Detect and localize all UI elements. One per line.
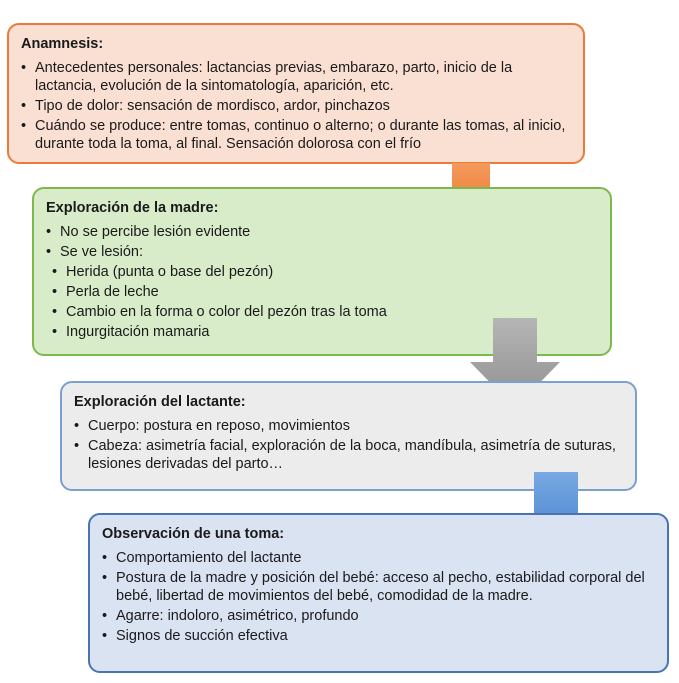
list-item: • No se percibe lesión evidente xyxy=(46,223,598,241)
list-item: • Se ve lesión: xyxy=(46,243,598,261)
list-item: • Perla de leche xyxy=(52,283,598,301)
anamnesis-box xyxy=(7,23,585,164)
exploracion-lactante-title: Exploración del lactante: xyxy=(74,394,246,410)
list-item: • Cuerpo: postura en reposo, movimientos xyxy=(74,417,623,435)
anamnesis-title: Anamnesis: xyxy=(21,36,104,52)
exploracion-madre-title: Exploración de la madre: xyxy=(46,200,219,216)
list-item: • Agarre: indoloro, asimétrico, profundo xyxy=(102,607,655,625)
list-item: • Cabeza: asimetría facial, exploración de la boca, mandíbula, asimetría de suturas, lesiones derivadas del parto… xyxy=(74,437,623,473)
list-item: • Herida (punta o base del pezón) xyxy=(52,263,598,281)
list-item: • Ingurgitación mamaria xyxy=(52,323,598,341)
observacion-toma-box xyxy=(88,513,669,673)
observacion-toma-list xyxy=(102,549,655,645)
list-item: • Tipo de dolor: sensación de mordisco, ardor, pinchazos xyxy=(21,97,571,115)
observacion-toma-title: Observación de una toma: xyxy=(102,526,285,542)
list-item: • Postura de la madre y posición del bebé: acceso al pecho, estabilidad corporal del bebé, libertad de movimientos del bebé, comodidad de la madre. xyxy=(102,569,655,605)
list-item: • Comportamiento del lactante xyxy=(102,549,655,567)
anamnesis-list xyxy=(21,59,571,153)
exploracion-lactante-list xyxy=(74,417,623,473)
list-item: • Signos de succión efectiva xyxy=(102,627,655,645)
list-item: • Cuándo se produce: entre tomas, continuo o alterno; o durante las tomas, al inicio, durante toda la toma, al final. Sensación dolorosa con el frío xyxy=(21,117,571,153)
list-item: • Antecedentes personales: lactancias previas, embarazo, parto, inicio de la lactancia, evolución de la sintomatología, aparición, etc. xyxy=(21,59,571,95)
list-item: • Cambio en la forma o color del pezón tras la toma xyxy=(52,303,598,321)
